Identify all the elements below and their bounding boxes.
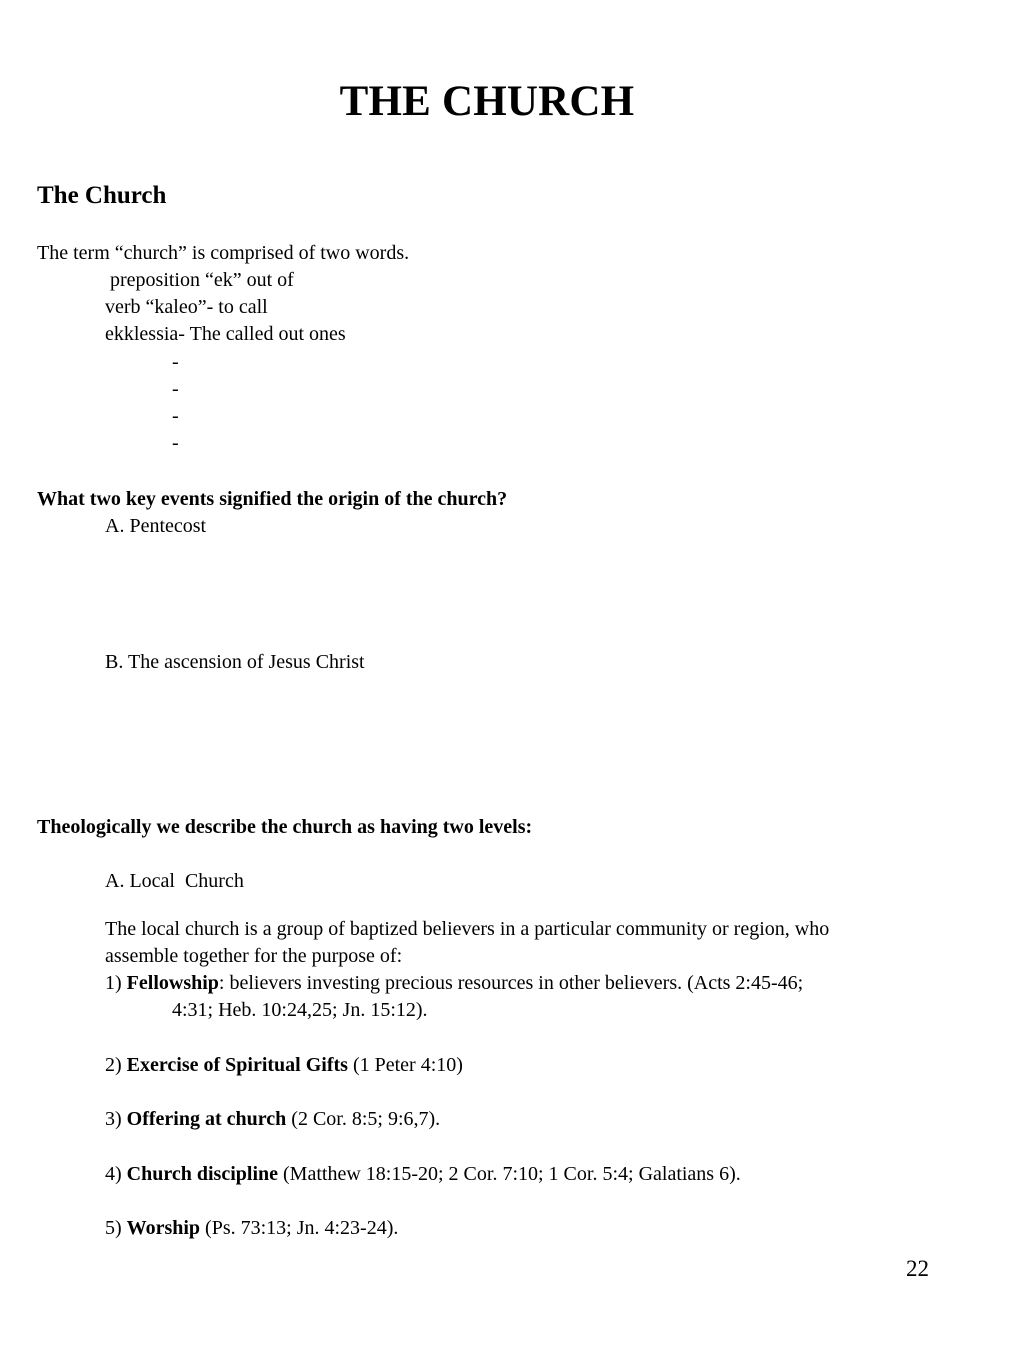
purpose-number: 5) <box>105 1217 127 1239</box>
blank-dash: - <box>172 432 179 454</box>
origin-answer-a: A. Pentecost <box>105 515 207 537</box>
term-intro: The term “church” is comprised of two words. <box>37 242 410 264</box>
purpose-term: Fellowship <box>126 972 219 994</box>
term-ekklessia: ekklessia- The called out ones <box>105 323 346 345</box>
purpose-term: Church discipline <box>126 1163 279 1185</box>
purpose-number: 3) <box>105 1108 127 1130</box>
blank-dash: - <box>172 378 179 400</box>
purpose-item <box>105 1053 463 1077</box>
purpose-term: Offering at church <box>126 1108 287 1130</box>
purpose-text: (2 Cor. 8:5; 9:6,7). <box>286 1108 441 1130</box>
purpose-number: 4) <box>105 1163 127 1185</box>
purpose-item <box>105 1162 741 1186</box>
purpose-number: 1) <box>105 972 127 994</box>
purpose-number: 2) <box>105 1054 127 1076</box>
purpose-continuation: 4:31; Heb. 10:24,25; Jn. 15:12). <box>172 999 428 1021</box>
blank-dash: - <box>172 351 179 373</box>
origin-question: What two key events signified the origin of the church? <box>37 488 508 510</box>
purpose-text: : believers investing precious resources in other believers. (Acts 2:45-46; <box>218 972 804 994</box>
origin-answer-b: B. The ascension of Jesus Christ <box>105 651 365 673</box>
local-church-description-line2: assemble together for the purpose of: <box>105 945 403 967</box>
purpose-text: (Ps. 73:13; Jn. 4:23-24). <box>200 1217 399 1239</box>
local-church-description-line1: The local church is a group of baptized believers in a particular community or region, who <box>105 918 830 940</box>
level-a-local-church: A. Local Church <box>105 870 244 892</box>
term-preposition: preposition “ek” out of <box>105 269 294 291</box>
purpose-term: Exercise of Spiritual Gifts <box>126 1054 348 1076</box>
section-heading-the-church: The Church <box>37 182 167 209</box>
page-title: THE CHURCH <box>339 78 635 125</box>
page-number: 22 <box>906 1256 929 1281</box>
purpose-item <box>105 1107 440 1131</box>
blank-dash: - <box>172 405 179 427</box>
purpose-text: (1 Peter 4:10) <box>347 1054 463 1076</box>
purpose-item <box>105 1216 398 1240</box>
purpose-item <box>105 971 803 995</box>
purpose-text: (Matthew 18:15-20; 2 Cor. 7:10; 1 Cor. 5:4; Galatians 6). <box>278 1163 741 1185</box>
term-verb: verb “kaleo”- to call <box>105 296 268 318</box>
levels-heading: Theologically we describe the church as having two levels: <box>37 816 533 838</box>
purpose-term: Worship <box>126 1217 201 1239</box>
